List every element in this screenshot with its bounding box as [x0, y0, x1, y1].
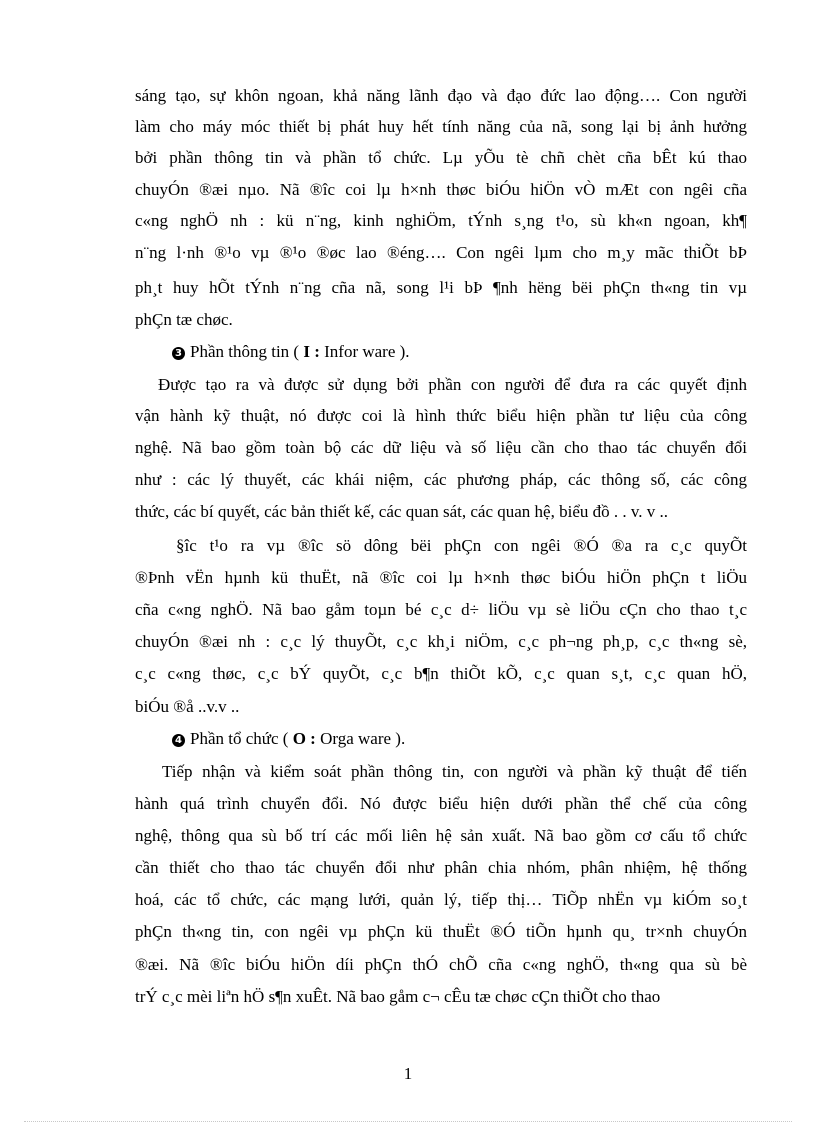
text-line: hoá, các tổ chức, các mạng lưới, quản lý, tiếp thị… TiÕp nhËn vµ kiÓm so¸t [135, 890, 747, 909]
text-line: như : các lý thuyết, các khái niệm, các phương pháp, các thông số, các công [135, 470, 747, 489]
page-number: 1 [403, 1064, 413, 1083]
text-line: c¸c c«ng thøc, c¸c bÝ quyÕt, c¸c b¶n thiÕt kÕ, c¸c quan s¸t, c¸c quan hÖ, [135, 664, 747, 683]
text-line: làm cho máy móc thiết bị phát huy hết tính năng của nã, song lại bị ảnh hưởng [135, 117, 747, 136]
text-line: c«ng nghÖ nh : kü n¨ng, kinh nghiÖm, tÝnh s¸ng t¹o, sù kh«n ngoan, kh¶ [135, 211, 747, 230]
text-line: bởi phần thông tin và phần tổ chức. Lµ yÕu tè chñ chèt cña bÊt kú thao [135, 148, 747, 167]
section-heading-information [172, 342, 410, 362]
section-heading-organization [172, 729, 405, 749]
heading-bold-text: O : [292, 729, 316, 748]
text-line: Được tạo ra và được sử dụng bởi phần con người để đưa ra các quyết định [158, 375, 747, 394]
text-line: cần thiết cho thao tác chuyển đổi như phân chia nhóm, phân nhiệm, hệ thống [135, 858, 747, 877]
text-line: trÝ c¸c mèi liªn hÖ s¶n xuÊt. Nã bao gåm c¬ cÊu tæ chøc cÇn thiÕt cho thao [135, 987, 661, 1006]
text-line: vận hành kỹ thuật, nó được coi là hình thức biểu hiện phần tư liệu của công [135, 406, 747, 425]
text-line: biÓu ®å ..v.v .. [135, 697, 240, 716]
text-line: n¨ng l·nh ®¹o vµ ®¹o ®øc lao ®éng…. Con ngêi lµm cho m¸y mãc thiÕt bÞ [135, 243, 747, 262]
text-line: ph¸t huy hÕt tÝnh n¨ng cña nã, song l¹i bÞ ¶nh hëng bëi phÇn th«ng tin vµ [135, 278, 747, 297]
heading-text: Orga ware ). [315, 729, 406, 748]
heading-bold-text: I : [303, 342, 320, 361]
heading-text: Phần tổ chức ( [190, 729, 293, 748]
text-line: phÇn tæ chøc. [135, 310, 233, 329]
text-line: ®Þnh vËn hµnh kü thuËt, nã ®îc coi lµ h×nh thøc biÓu hiÖn phÇn t liÖu [135, 568, 747, 587]
number-4-bullet-icon: 4 [172, 734, 185, 747]
text-line: chuyÓn ®æi nµo. Nã ®îc coi lµ h×nh thøc biÓu hiÖn vÒ mÆt con ngêi cña [135, 180, 747, 199]
text-line: cña c«ng nghÖ. Nã bao gåm toµn bé c¸c d÷ liÖu vµ sè liÖu cÇn cho thao t¸c [135, 600, 747, 619]
heading-text: Infor ware ). [319, 342, 410, 361]
text-line: thức, các bí quyết, các bản thiết kế, các quan sát, các quan hệ, biểu đồ . . v. v .. [135, 502, 669, 521]
text-line: §îc t¹o ra vµ ®îc sö dông bëi phÇn con ngêi ®Ó ®a ra c¸c quyÕt [176, 536, 747, 555]
text-line: ®æi. Nã ®îc biÓu hiÖn díi phÇn thÓ chÕ cña c«ng nghÖ, th«ng qua sù bè [135, 955, 747, 974]
text-line: chuyÓn ®æi nh : c¸c lý thuyÕt, c¸c kh¸i niÖm, c¸c ph¬ng ph¸p, c¸c th«ng sè, [135, 632, 747, 651]
heading-text: Phần thông tin ( [190, 342, 304, 361]
text-line: phÇn th«ng tin, con ngêi vµ phÇn kü thuËt ®Ó tiÕn hµnh qu¸ tr×nh chuyÓn [135, 922, 747, 941]
text-line: nghệ. Nã bao gồm toàn bộ các dữ liệu và số liệu cần cho thao tác chuyển đổi [135, 438, 747, 457]
number-3-bullet-icon: 3 [172, 347, 185, 360]
text-line: hành quá trình chuyển đổi. Nó được biểu hiện dưới phần thể chế của công [135, 794, 747, 813]
page-bottom-divider [24, 1121, 792, 1122]
text-line: nghệ, thông qua sù bố trí các mối liên hệ sản xuất. Nã bao gồm cơ cấu tổ chức [135, 826, 747, 845]
text-line: Tiếp nhận và kiểm soát phần thông tin, con người và phần kỹ thuật để tiến [162, 762, 747, 781]
text-line: sáng tạo, sự khôn ngoan, khả năng lãnh đạo và đạo đức lao động…. Con người [135, 86, 747, 105]
